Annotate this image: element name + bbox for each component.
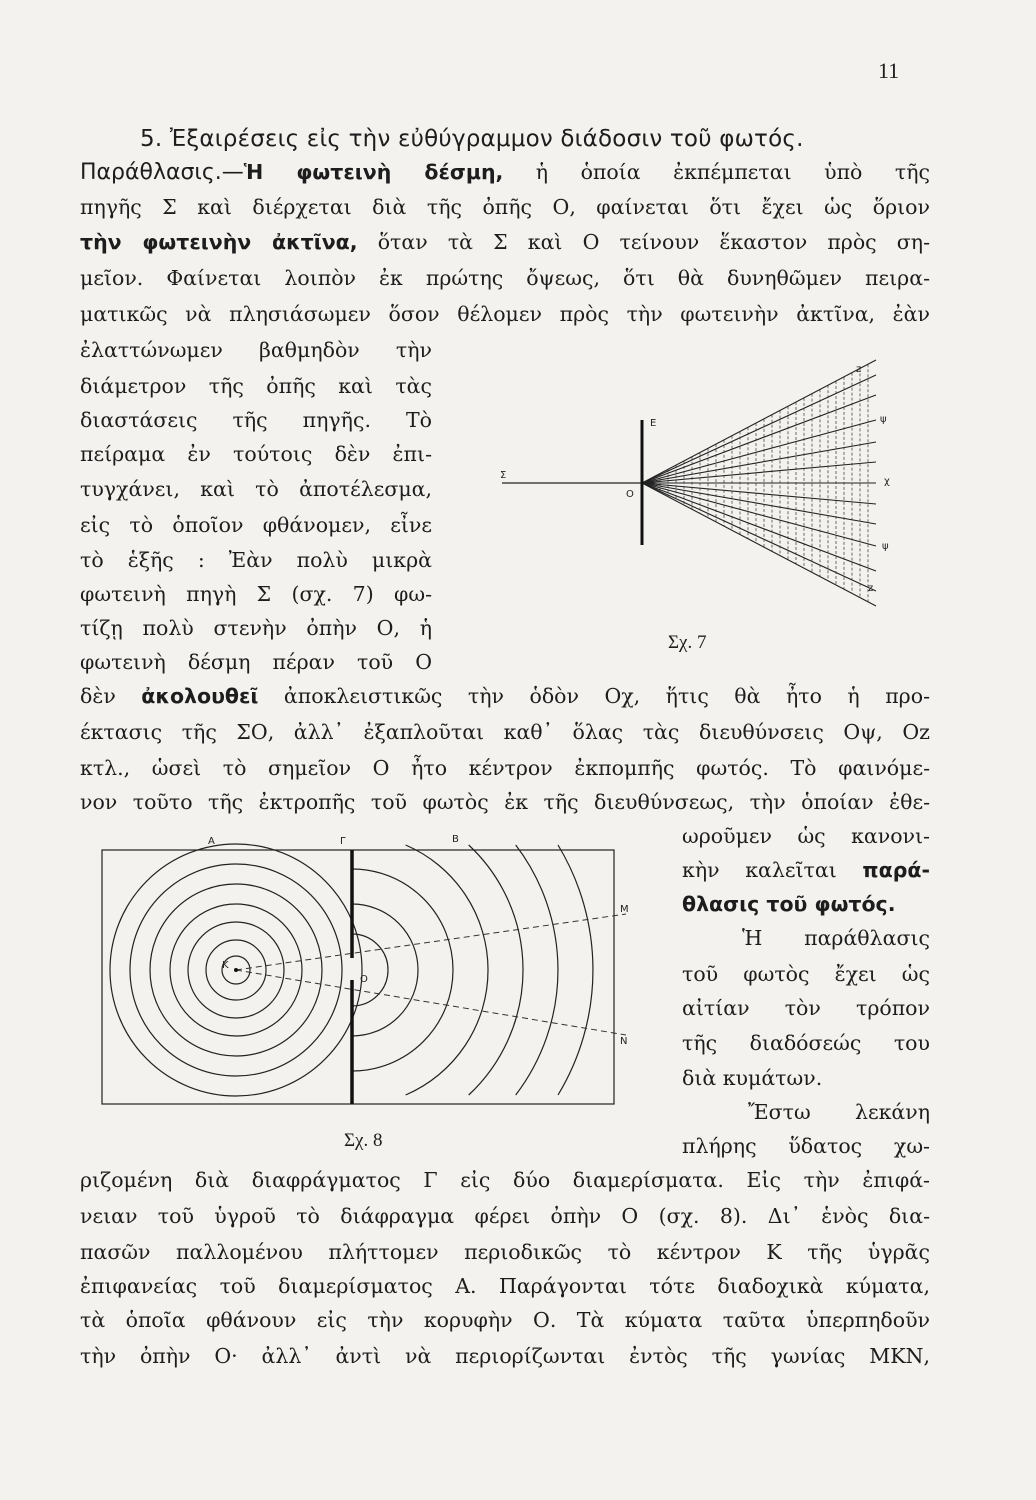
page-number: 11 [878,58,900,83]
text-line: τοῦ φωτὸς ἔχει ὡς [682,962,930,986]
label-n: N [620,1036,628,1047]
text-line: ματικῶς νὰ πλησιάσωμεν ὅσον θέλομεν πρὸς τὴν φωτεινὴν ἀκτῖνα, ἐὰν [80,302,930,326]
text-line: νον τοῦτο τῆς ἐκτροπῆς τοῦ φωτὸς ἐκ τῆς διευθύνσεως, τὴν ὁποίαν ἐθε- [80,790,930,814]
label-m: M [620,904,629,915]
text-line: πηγῆς Σ καὶ διέρχεται διὰ τῆς ὀπῆς Ο, φαίνεται ὅτι ἔχει ὡς ὅριον [80,195,930,219]
figure-8-caption: Σχ. 8 [344,1130,383,1151]
text-line: αἰτίαν τὸν τρόπον [682,996,930,1020]
label-g: Γ [340,836,346,847]
text-line: θλασις τοῦ φωτός. [682,892,896,916]
label-screen: E [650,418,657,429]
text-line: διὰ κυμάτων. [682,1066,823,1090]
text-line: Ἡ παράθλασις [742,926,930,950]
diffraction-ray [642,483,876,571]
text-line: πείραμα ἐν τούτοις δὲν ἐπι- [80,442,432,466]
text-line: φωτεινὴ δέσμη πέραν τοῦ Ο [80,650,432,674]
figure-7-caption: Σχ. 7 [668,632,707,653]
text-line: Ἔστω λεκάνη [748,1100,930,1124]
diffraction-ray [642,483,876,606]
wave-arc [516,845,558,1095]
label-hole: O [626,489,634,500]
text-line: ωροῦμεν ὡς κανονι- [682,824,930,848]
label-psi-lower: ψ [882,541,889,552]
diffraction-rays [642,360,876,606]
label-z-upper: z [856,364,862,375]
text-line: πλήρης ὕδατος χω- [682,1134,930,1158]
text-line: διαστάσεις τῆς πηγῆς. Τὸ [80,408,432,432]
center-k-dot [234,968,238,972]
bold-term: παρά- [862,858,930,882]
ray-kn [236,970,626,1035]
text-line: τὴν ὀπὴν Ο· ἀλλ᾽ ἀντὶ νὰ περιορίζωνται ἐντὸς τῆς γωνίας ΜΚΝ, [80,1344,930,1368]
bold-term: Ἡ φωτεινὴ δέσμη, [243,160,504,184]
wave-arc [352,869,453,1071]
ray-km [236,914,626,970]
diffraction-ray [642,483,876,524]
diffraction-ray [642,442,876,483]
section-heading: 5. Ἐξαιρέσεις εἰς τὴν εὐθύγραμμον διάδοσιν τοῦ φωτός. [140,126,804,152]
text-line: ἐλαττώνωμεν βαθμηδὸν τὴν [80,338,432,362]
text-line: ριζομένη διὰ διαφράγματος Γ εἰς δύο διαμερίσματα. Εἰς τὴν ἐπιφά- [80,1168,930,1192]
wave-arc [352,934,388,1006]
text-line: εἰς τὸ ὁποῖον φθάνομεν, εἶνε [80,513,432,537]
text-line: έκτασις τῆς ΣΟ, ἀλλ᾽ ἐξαπλοῦται καθ᾽ ὅλας τὰς διευθύνσεις Οψ, Οz [80,720,930,744]
text: ὅταν τὰ Σ καὶ Ο τείνουν ἕκαστον πρὸς ση- [357,230,930,254]
text-line: νειαν τοῦ ὑγροῦ τὸ διάφραγμα φέρει ὀπὴν Ο (σχ. 8). Δι᾽ ἑνὸς δια- [80,1204,930,1228]
text-line [682,858,930,882]
label-a: A [208,836,215,847]
label-k: K [222,960,229,971]
diffracted-waves [352,845,593,1095]
text-line: ἐπιφανείας τοῦ διαμερίσματος Α. Παράγονται τότε διαδοχικὰ κύματα, [80,1274,930,1298]
wave-arc [558,845,593,1095]
label-o: O [360,974,368,985]
text-line [80,230,930,254]
label-psi-upper: ψ [880,414,887,425]
text-line: τὰ ὁποῖα φθάνουν εἰς τὴν κορυφὴν Ο. Τὰ κύματα ταῦτα ὑπερπηδοῦν [80,1308,930,1332]
label-b: B [452,834,459,845]
label-x: χ [884,476,890,487]
text-line: τίζῃ πολὺ στενὴν ὀπὴν Ο, ἡ [80,616,432,640]
text: κὴν καλεῖται [682,858,863,882]
text-line: διάμετρον τῆς ὀπῆς καὶ τὰς [80,374,432,398]
text-line [80,160,930,185]
text-line [80,684,930,708]
text-line: τὸ ἑξῆς : Ἐὰν πολὺ μικρὰ [80,548,432,572]
text-line: πασῶν παλλομένου πλήττομεν περιοδικῶς τὸ κέντρον Κ τῆς ὑγρᾶς [80,1240,930,1264]
figure-8-diagram [90,830,630,1120]
text-line: τῆς διαδόσεώς του [682,1031,930,1055]
text: ἀποκλειστικῶς τὴν ὁδὸν Οχ, ἥτις θὰ ἦτο ἡ προ- [258,684,930,708]
text-line: φωτεινὴ πηγὴ Σ (σχ. 7) φω- [80,582,432,606]
text: ἡ ὁποία ἐκπέμπεται ὑπὸ τῆς [503,160,930,184]
bold-term: ἀκολουθεῖ [141,684,259,708]
figure-7-diagram [480,350,900,630]
basin-outline [102,850,614,1104]
text-line: κτλ., ὡσεὶ τὸ σημεῖον Ο ἦτο κέντρον ἐκπομπῆς φωτός. Τὸ φαινόμε- [80,756,930,780]
bold-term: τὴν φωτεινὴν ἀκτῖνα, [80,230,358,254]
diffraction-ray [642,360,876,483]
label-source: Σ [500,470,507,481]
text-line: μεῖον. Φαίνεται λοιπὸν ἐκ πρώτης ὄψεως, ὅτι θὰ δυνηθῶμεν πειρα- [80,266,930,290]
label-z-lower: z [868,583,874,594]
wave-arc [469,845,523,1095]
term-heading: Παράθλασις.— [80,160,244,185]
text-line: τυγχάνει, καὶ τὸ ἀποτέλεσμα, [80,477,432,501]
diffraction-ray [642,395,876,483]
text: δὲν [80,684,142,708]
